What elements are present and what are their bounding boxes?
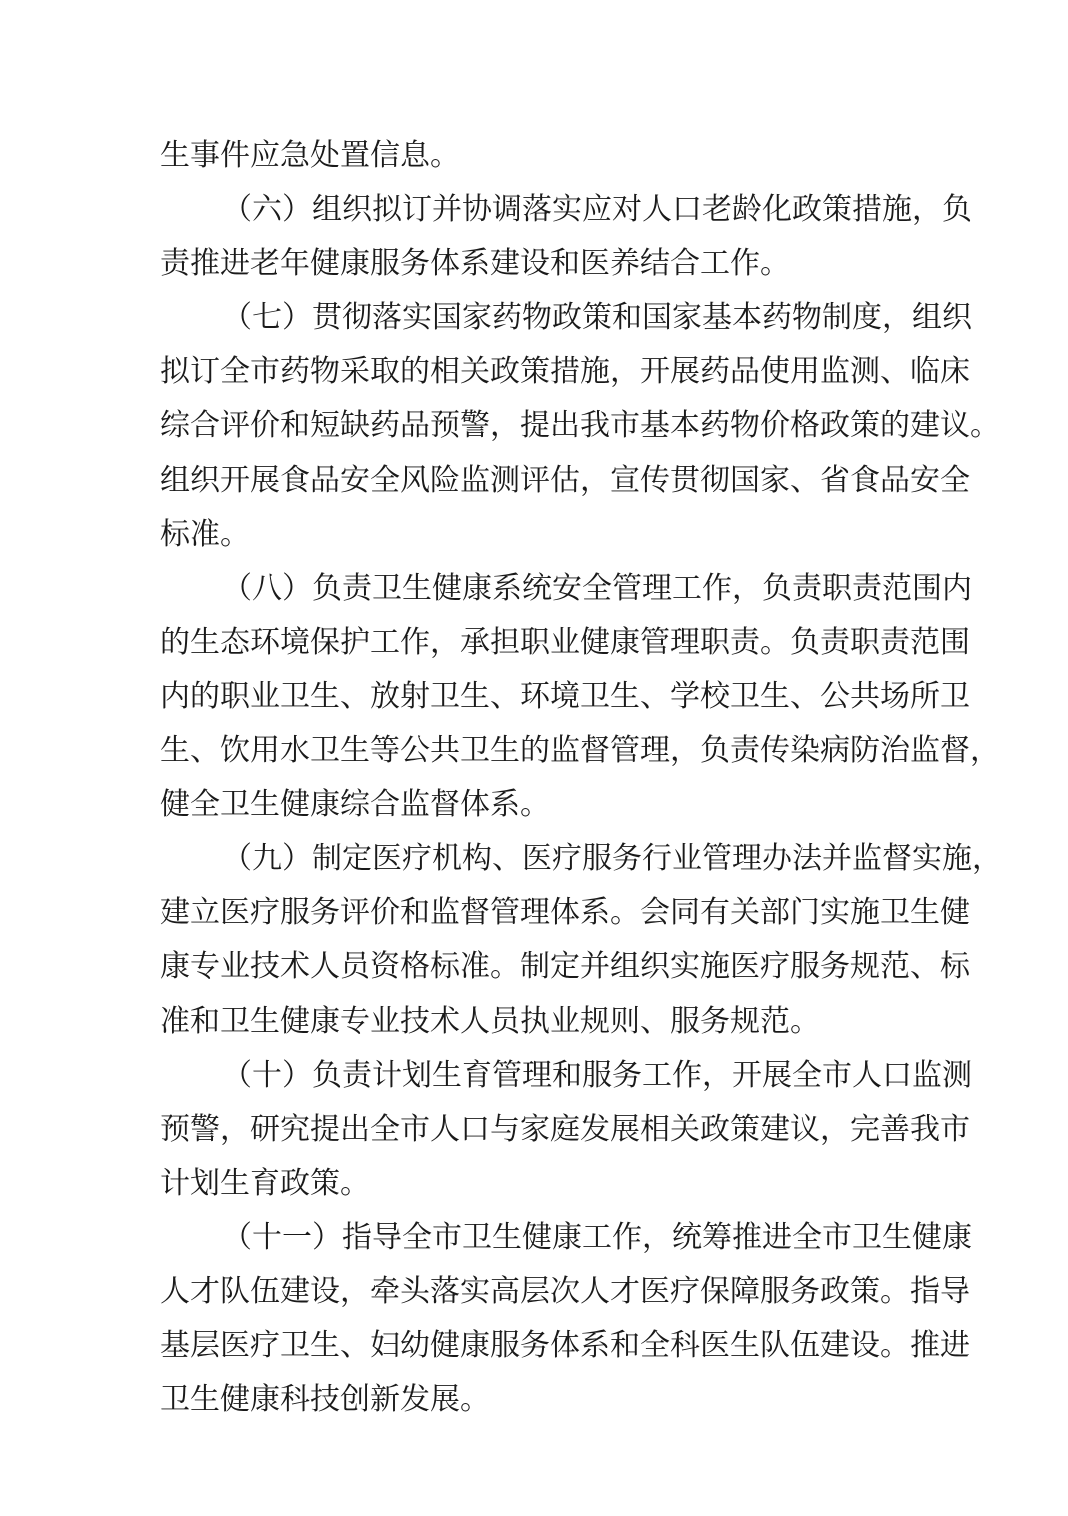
paragraph-7-line: （七）贯彻落实国家药物政策和国家基本药物制度，组织 <box>222 300 972 336</box>
paragraph-8-line: 健全卫生健康综合监督体系。 <box>160 787 550 823</box>
paragraph-9-line: 准和卫生健康专业技术人员执业规则、服务规范。 <box>160 1003 820 1039</box>
paragraph-7-line: 拟订全市药物采取的相关政策措施，开展药品使用监测、临床 <box>160 354 970 390</box>
paragraph-7-line: 综合评价和短缺药品预警，提出我市基本药物价格政策的建议。 <box>160 408 1000 444</box>
paragraph-7-line: 组织开展食品安全风险监测评估，宣传贯彻国家、省食品安全 <box>160 462 970 498</box>
paragraph-8-line: 的生态环境保护工作，承担职业健康管理职责。负责职责范围 <box>160 624 970 660</box>
paragraph-6-line: 责推进老年健康服务体系建设和医养结合工作。 <box>160 246 790 282</box>
document-body <box>160 129 1002 1427</box>
text-line: 生事件应急处置信息。 <box>160 138 460 173</box>
paragraph-7-line: 标准。 <box>160 516 250 552</box>
paragraph-9-line: （九）制定医疗机构、医疗服务行业管理办法并监督实施， <box>222 841 1002 877</box>
paragraph-8-line: 内的职业卫生、放射卫生、环境卫生、学校卫生、公共场所卫 <box>160 678 970 714</box>
paragraph-10-line: 计划生育政策。 <box>160 1165 370 1201</box>
paragraph-6-line: （六）组织拟订并协调落实应对人口老龄化政策措施，负 <box>222 192 972 228</box>
paragraph-11-line: （十一）指导全市卫生健康工作，统筹推进全市卫生健康 <box>222 1219 972 1255</box>
paragraph-10-line: （十）负责计划生育管理和服务工作，开展全市人口监测 <box>222 1057 972 1093</box>
paragraph-11-line: 人才队伍建设，牵头落实高层次人才医疗保障服务政策。指导 <box>160 1273 970 1309</box>
paragraph-9-line: 康专业技术人员资格标准。制定并组织实施医疗服务规范、标 <box>160 949 970 985</box>
paragraph-10-line: 预警，研究提出全市人口与家庭发展相关政策建议，完善我市 <box>160 1111 970 1147</box>
paragraph-9-line: 建立医疗服务评价和监督管理体系。会同有关部门实施卫生健 <box>160 895 970 931</box>
paragraph-11-line: 卫生健康科技创新发展。 <box>160 1382 490 1418</box>
paragraph-8-line: （八）负责卫生健康系统安全管理工作，负责职责范围内 <box>222 570 972 606</box>
paragraph-11-line: 基层医疗卫生、妇幼健康服务体系和全科医生队伍建设。推进 <box>160 1328 970 1364</box>
paragraph-8-line: 生、饮用水卫生等公共卫生的监督管理，负责传染病防治监督， <box>160 733 1000 769</box>
